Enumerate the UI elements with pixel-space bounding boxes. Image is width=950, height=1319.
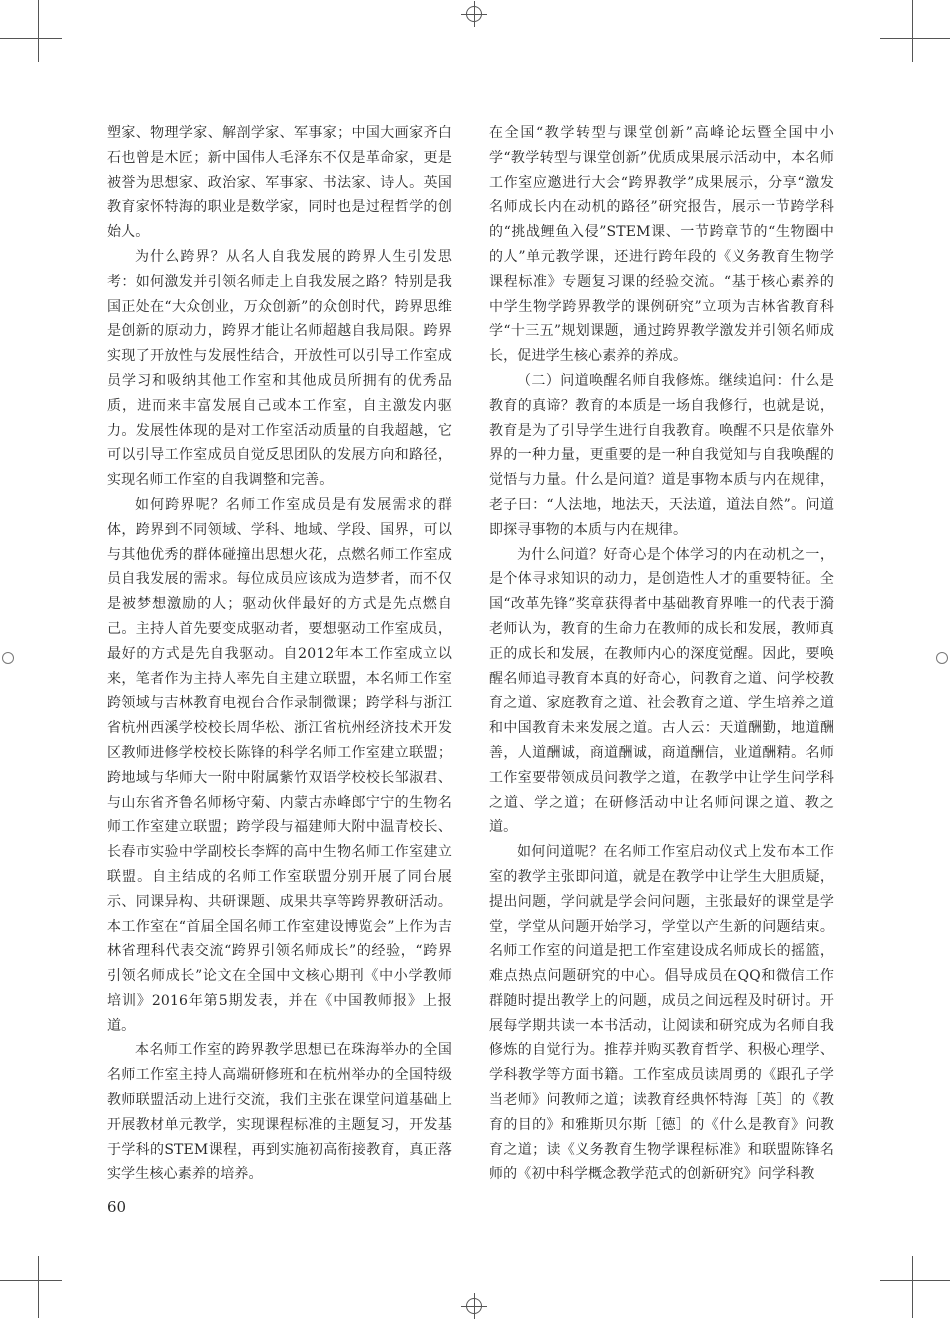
crop-mark-top-right-h (880, 38, 950, 39)
paragraph: 为什么跨界？从名人自我发展的跨界人生引发思考：如何激发并引领名师走上自我发展之路？特别是我国正处在“大众创业，万众创新”的众创时代，跨界思维是创新的原动力，跨界才能让名师超越自我局限。跨界实现了开放性与发展性结合，开放性可以引导工作室成员学习和吸纳其他工作室和其他成员所拥有的优秀品质，进而来丰富发展自己或本工作室，自主激发内驱力。发展性体现的是对工作室活动质量的自我超越，它可以引导工作室成员自觉反思团队的发展方向和路径，实现名师工作室的自我调整和完善。 (107, 248, 452, 489)
registration-mark-left-icon (2, 652, 14, 664)
crop-mark-bottom-right-v (912, 1256, 913, 1318)
crop-mark-top-left-h (0, 38, 62, 39)
registration-mark-top-icon (466, 6, 482, 22)
paragraph: 为什么问道？好奇心是个体学习的内在动机之一，是个体寻求知识的动力，是创造性人才的重要特征。全国“改革先锋”奖章获得者中基础教育界唯一的代表于漪老师认为，教育的生命力在教师的成长和发展，教师真正的成长和发展，在教师内心的深度觉醒。因此，要唤醒名师追寻教育本真的好奇心，问教育之道、问学校教育之道、家庭教育之道、社会教育之道、学生培养之道和中国教育未来发展之道。古人云：天道酬勤，地道酬善，人道酬诚，商道酬诚，商道酬信，业道酬精。名师工作室要带领成员问教学之道，在教学中让学生问学科之道、学之道；在研修活动中让名师问课之道、教之道。 (489, 546, 834, 836)
crop-mark-top-left-v (38, 0, 39, 62)
page-number: 60 (107, 1198, 127, 1216)
paragraph: （二）问道唤醒名师自我修炼。继续追问：什么是教育的真谛？教育的本质是一场自我修行，也就是说，教育是为了引导学生进行自我教育。唤醒不只是依靠外界的一种力量，更重要的是一种自我觉知与自我唤醒的觉悟与力量。什么是问道？道是事物本质与内在规律，老子曰：“人法地，地法天，天法道，道法自然”。问道即探寻事物的本质与内在规律。 (489, 372, 834, 538)
crop-mark-bottom-left-h (0, 1280, 62, 1281)
paragraph: 塑家、物理学家、解剖学家、军事家；中国大画家齐白石也曾是木匠；新中国伟人毛泽东不仅是革命家，更是被誉为思想家、政治家、军事家、书法家、诗人。英国教育家怀特海的职业是数学家，同时也是过程哲学的创始人。 (107, 125, 452, 241)
left-text-column (107, 121, 452, 1187)
right-text-column (489, 121, 834, 1187)
paragraph: 如何问道呢？在名师工作室启动仪式上发布本工作室的教学主张即问道，就是在教学中让学生大胆质疑，提出问题，学问就是学会问问题，主张最好的课堂是学堂，学堂从问题开始学习，学堂以产生新的问题结束。名师工作室的问道是把工作室建设成名师成长的摇篮，难点热点问题研究的中心。倡导成员在QQ和微信工作群随时提出教学上的问题，成员之间远程及时研讨。开展每学期共读一本书活动，让阅读和研究成为名师自我修炼的自觉行为。推荐并购买教育哲学、积极心理学、学科教学等方面书籍。工作室成员读周勇的《跟孔子学当老师》问教师之道；读教育经典怀特海［英］的《教育的目的》和雅斯贝尔斯［德］的《什么是教育》问教育之道；读《义务教育生物学课程标准》和联盟陈锋名师的《初中科学概念教学范式的创新研究》问学科教 (489, 844, 834, 1183)
paragraph: 本名师工作室的跨界教学思想已在珠海举办的全国名师工作室主持人高端研修班和在杭州举办的全国特级教师联盟活动上进行交流，我们主张在课堂问道基础上开展教材单元教学，实现课程标准的主题复习，开发基于学科的STEM课程，再到实施初高衔接教育，真正落实学生核心素养的培养。 (107, 1042, 452, 1183)
crop-mark-bottom-right-h (880, 1280, 950, 1281)
paragraph: 如何跨界呢？名师工作室成员是有发展需求的群体，跨界到不同领域、学科、地域、学段、国界，可以与其他优秀的群体碰撞出思想火花，点燃名师工作室成员自我发展的需求。每位成员应该成为造梦者，而不仅是被梦想激励的人；驱动伙伴最好的方式是先点燃自己。主持人首先要变成驱动者，要想驱动工作室成员，最好的方式是先自我驱动。自2012年本工作室成立以来，笔者作为主持人率先自主建立联盟，本名师工作室跨领域与吉林教育电视台合作录制微课；跨学科与浙江省杭州西溪学校校长周华松、浙江省杭州经济技术开发区教师进修学校校长陈锋的科学名师工作室建立联盟；跨地域与华师大一附中附属紫竹双语学校校长邹淑君、与山东省齐鲁名师杨守菊、内蒙古赤峰郎宁宁的生物名师工作室建立联盟；跨学段与福建师大附中温青校长、长春市实验中学副校长李辉的高中生物名师工作室建立联盟。自主结成的名师工作室联盟分别开展了同台展示、同课异构、共研课题、成果共享等跨界教研活动。本工作室在“首届全国名师工作室建设博览会”上作为吉林省理科代表交流“跨界引领名师成长”的经验，“跨界引领名师成长”论文在全国中文核心期刊《中小学教师培训》2016年第5期发表，并在《中国教师报》上报道。 (107, 496, 452, 1034)
registration-mark-right-icon (936, 652, 948, 664)
crop-mark-top-right-v (912, 0, 913, 62)
crop-mark-bottom-left-v (38, 1256, 39, 1318)
registration-mark-bottom-icon (466, 1298, 482, 1314)
paragraph: 在全国“教学转型与课堂创新”高峰论坛暨全国中小学“教学转型与课堂创新”优质成果展示活动中，本名师工作室应邀进行大会“跨界教学”成果展示，分享“激发名师成长内在动机的路径”研究报告，展示一节跨学科的“挑战鲤鱼入侵”STEM课、一节跨章节的“生物圈中的人”单元教学课，还进行跨年段的《义务教育生物学课程标准》专题复习课的经验交流。“基于核心素养的中学生物学跨界教学的课例研究”立项为吉林省教育科学“十三五”规划课题，通过跨界教学激发并引领名师成长，促进学生核心素养的养成。 (489, 125, 834, 365)
